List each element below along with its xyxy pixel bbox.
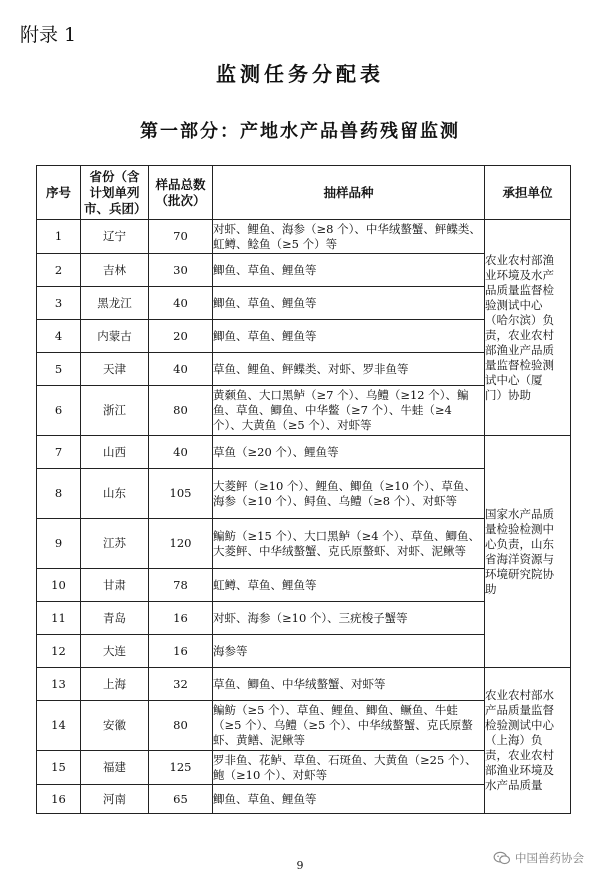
wechat-icon [493, 851, 511, 865]
header-num: 序号 [37, 166, 81, 220]
row-species: 大菱鲆（≥10 个）、鲤鱼、鲫鱼（≥10 个）、草鱼、海参（≥10 个）、鲟鱼、乌鳢（≥8 个）、对虾等 [213, 469, 485, 519]
row-count: 30 [149, 254, 213, 287]
row-species: 鳊鲂（≥15 个）、大口黑鲈（≥4 个）、草鱼、鲫鱼、大菱鲆、中华绒螯蟹、克氏原螯虾、对虾、泥鳅等 [213, 519, 485, 569]
row-count: 40 [149, 436, 213, 469]
header-unit: 承担单位 [485, 166, 571, 220]
main-title: 监测任务分配表 [216, 62, 384, 86]
row-species: 海参等 [213, 635, 485, 668]
row-province: 安徽 [81, 701, 149, 751]
row-province: 山西 [81, 436, 149, 469]
row-province: 浙江 [81, 386, 149, 436]
row-num: 15 [37, 751, 81, 785]
unit-cell [485, 220, 571, 436]
page-number: 9 [296, 859, 304, 872]
row-species: 草鱼、鲤鱼、鲆鲽类、对虾、罗非鱼等 [213, 353, 485, 386]
row-species: 鳊鲂（≥5 个）、草鱼、鲤鱼、鲫鱼、鳜鱼、牛蛙（≥5 个）、乌鳢（≥5 个）、中华绒螯蟹、克氏原螯虾、黄鳝、泥鳅等 [213, 701, 485, 751]
header-province: 省份（含计划单列市、兵团） [81, 166, 149, 220]
row-num: 9 [37, 519, 81, 569]
unit-cell [485, 436, 571, 668]
row-species: 对虾、鲤鱼、海参（≥8 个）、中华绒螯蟹、鲆鲽类、虹鳟、鲶鱼（≥5 个）等 [213, 220, 485, 254]
row-province: 上海 [81, 668, 149, 701]
header-species: 抽样品种 [213, 166, 485, 220]
row-species: 草鱼（≥20 个）、鲤鱼等 [213, 436, 485, 469]
row-species: 鲫鱼、草鱼、鲤鱼等 [213, 785, 485, 814]
row-count: 78 [149, 569, 213, 602]
row-count: 40 [149, 287, 213, 320]
row-species: 鲫鱼、草鱼、鲤鱼等 [213, 254, 485, 287]
unit-text: 农业农村部水产品质量监督检验测试中心（上海）负责，农业农村部渔业环境及水产品质量 [485, 688, 554, 792]
row-num: 14 [37, 701, 81, 751]
row-species: 黄颡鱼、大口黑鲈（≥7 个）、乌鳢（≥12 个）、鳊鱼、草鱼、鲫鱼、中华鳖（≥7 个）、牛蛙（≥4 个）、大黄鱼（≥5 个）、对虾等 [213, 386, 485, 436]
row-num: 4 [37, 320, 81, 353]
row-num: 13 [37, 668, 81, 701]
row-count: 80 [149, 701, 213, 751]
row-province: 山东 [81, 469, 149, 519]
row-num: 10 [37, 569, 81, 602]
row-count: 32 [149, 668, 213, 701]
row-species: 罗非鱼、花鲈、草鱼、石斑鱼、大黄鱼（≥25 个）、鲍（≥10 个）、对虾等 [213, 751, 485, 785]
row-num: 2 [37, 254, 81, 287]
unit-text: 农业农村部渔业环境及水产品质量监督检验测试中心（哈尔滨）负责，农业农村部渔业产品质量监督检验测试中心（厦门）协助 [485, 252, 554, 402]
watermark-text: 中国兽药协会 [515, 851, 584, 865]
row-province: 江苏 [81, 519, 149, 569]
row-province: 辽宁 [81, 220, 149, 254]
row-species: 草鱼、鲫鱼、中华绒螯蟹、对虾等 [213, 668, 485, 701]
row-num: 1 [37, 220, 81, 254]
row-province: 青岛 [81, 602, 149, 635]
row-count: 70 [149, 220, 213, 254]
row-province: 河南 [81, 785, 149, 814]
unit-text: 国家水产品质量检验检测中心负责，山东省海洋资源与环境研究院协助 [485, 506, 554, 596]
row-province: 吉林 [81, 254, 149, 287]
row-num: 5 [37, 353, 81, 386]
row-num: 8 [37, 469, 81, 519]
row-num: 16 [37, 785, 81, 814]
table-header-row [37, 166, 571, 220]
row-province: 天津 [81, 353, 149, 386]
row-province: 大连 [81, 635, 149, 668]
table-row [37, 220, 571, 254]
row-count: 80 [149, 386, 213, 436]
row-count: 16 [149, 602, 213, 635]
row-count: 125 [149, 751, 213, 785]
row-num: 7 [37, 436, 81, 469]
row-species: 鲫鱼、草鱼、鲤鱼等 [213, 320, 485, 353]
header-count: 样品总数（批次） [149, 166, 213, 220]
task-table [36, 165, 571, 814]
row-count: 16 [149, 635, 213, 668]
row-species: 鲫鱼、草鱼、鲤鱼等 [213, 287, 485, 320]
row-count: 40 [149, 353, 213, 386]
row-province: 黑龙江 [81, 287, 149, 320]
watermark [493, 850, 584, 866]
row-num: 3 [37, 287, 81, 320]
row-num: 12 [37, 635, 81, 668]
row-species: 虹鳟、草鱼、鲤鱼等 [213, 569, 485, 602]
row-species: 对虾、海参（≥10 个）、三疣梭子蟹等 [213, 602, 485, 635]
row-count: 65 [149, 785, 213, 814]
row-province: 甘肃 [81, 569, 149, 602]
table-row [37, 668, 571, 701]
row-province: 福建 [81, 751, 149, 785]
part-title: 第一部分：产地水产品兽药残留监测 [140, 121, 460, 142]
row-num: 11 [37, 602, 81, 635]
row-num: 6 [37, 386, 81, 436]
appendix-label: 附录 1 [20, 24, 77, 46]
unit-cell [485, 668, 571, 814]
row-count: 20 [149, 320, 213, 353]
row-count: 105 [149, 469, 213, 519]
table-row [37, 436, 571, 469]
row-count: 120 [149, 519, 213, 569]
row-province: 内蒙古 [81, 320, 149, 353]
